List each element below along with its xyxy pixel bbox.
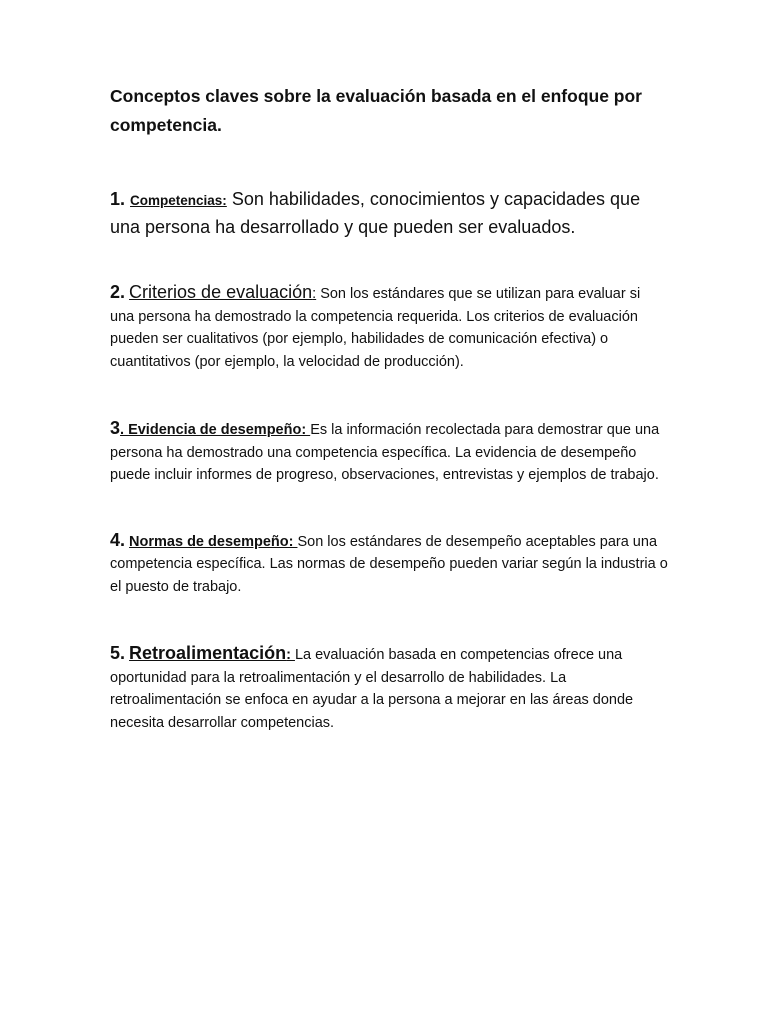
item-text: Son los estándares que se utilizan para evaluar si una persona ha demostrado la competencia requerida. Los criterios de evaluación pueden ser cualitativos (por ejemplo, habilidades de comunicación efectiva) o cuantitativos (por ejemplo, la velocidad de producción). — [110, 286, 641, 370]
item-text: Es la información recolectada para demostrar que una persona ha demostrado una competencia específica. La evidencia de desempeño puede incluir informes de progreso, observaciones, entrevistas y ejemplos de trabajo. — [110, 422, 660, 483]
item-term: Normas de desempeño: — [129, 533, 298, 550]
concept-item-competencias — [110, 186, 668, 241]
item-number: 3 — [110, 418, 121, 438]
concept-item-retroalimentacion — [110, 642, 668, 734]
item-number: 5. — [110, 643, 126, 663]
concept-item-evidencia — [110, 417, 668, 487]
item-term: Criterios de evaluación — [129, 282, 313, 302]
item-number: 2. — [110, 282, 126, 302]
item-term-colon: : — [286, 647, 295, 663]
concept-item-normas — [110, 529, 668, 599]
document-title: Conceptos claves sobre la evaluación basada en el enfoque por competencia. — [110, 86, 642, 135]
item-term: Retroalimentación — [129, 643, 287, 663]
item-term-colon: : — [312, 286, 317, 302]
item-text: La evaluación basada en competencias ofrece una oportunidad para la retroalimentación y el desarrollo de habilidades. La retroalimentación se enfoca en ayudar a la persona a mejorar en las áreas donde necesita desarrollar competencias. — [110, 647, 634, 731]
item-text: Son habilidades, conocimientos y capacidades que una persona ha desarrollado y que pueden ser evaluados. — [110, 189, 641, 237]
item-term: . Evidencia de desempeño: — [120, 422, 311, 438]
item-term: Competencias: — [130, 193, 227, 208]
item-text: Son los estándares de desempeño aceptables para una competencia específica. Las normas de desempeño pueden variar según la industria o el puesto de trabajo. — [110, 533, 668, 595]
item-number: 1. — [110, 189, 126, 209]
concept-item-criterios — [110, 281, 668, 373]
item-number: 4. — [110, 529, 126, 550]
